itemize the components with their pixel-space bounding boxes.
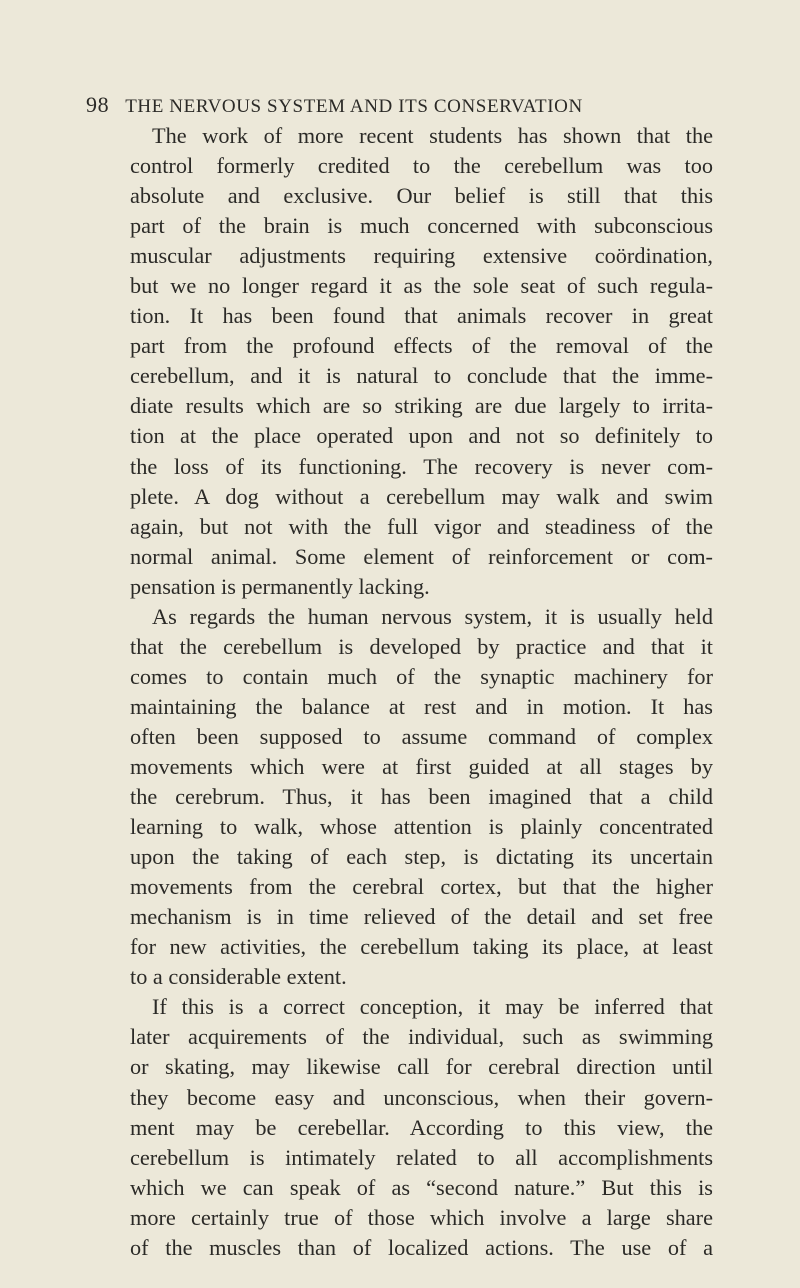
text-line: ment may be cerebellar. According to this view, the bbox=[130, 1114, 713, 1140]
text-line: plete. A dog without a cerebellum may walk and swim bbox=[130, 483, 713, 509]
text-line: cerebellum, and it is natural to conclude that the imme- bbox=[130, 363, 713, 389]
text-line: diate results which are so striking are due largely to irrita- bbox=[130, 393, 713, 419]
text-line: tion. It has been found that animals recover in great bbox=[130, 303, 713, 329]
text-line: the cerebrum. Thus, it has been imagined that a child bbox=[130, 784, 713, 810]
running-title: THE NERVOUS SYSTEM AND ITS CONSERVATION bbox=[125, 96, 583, 117]
text-line: maintaining the balance at rest and in motion. It has bbox=[130, 693, 713, 719]
text-line: that the cerebellum is developed by practice and that it bbox=[130, 633, 713, 659]
text-line: comes to contain much of the synaptic machinery for bbox=[130, 663, 713, 689]
text-line: but we no longer regard it as the sole seat of such regula- bbox=[130, 273, 713, 299]
text-line: control formerly credited to the cerebellum was too bbox=[130, 153, 713, 179]
text-line: cerebellum is intimately related to all accomplishments bbox=[130, 1144, 713, 1170]
text-line: tion at the place operated upon and not so definitely to bbox=[130, 423, 713, 449]
text-line: for new activities, the cerebellum taking its place, at least bbox=[130, 934, 713, 960]
text-line: As regards the human nervous system, it is usually held bbox=[152, 603, 713, 629]
text-line: part of the brain is much concerned with subconscious bbox=[130, 213, 713, 239]
running-header bbox=[86, 92, 716, 118]
page-number: 98 bbox=[86, 92, 110, 117]
text-line: movements from the cerebral cortex, but that the higher bbox=[130, 874, 713, 900]
text-line: more certainly true of those which involve a large share bbox=[130, 1204, 713, 1230]
text-line: normal animal. Some element of reinforcement or com- bbox=[130, 543, 713, 569]
text-line: If this is a correct conception, it may be inferred that bbox=[152, 994, 713, 1020]
text-line: muscular adjustments requiring extensive coördination, bbox=[130, 243, 713, 269]
text-line: often been supposed to assume command of complex bbox=[130, 723, 713, 749]
text-line: or skating, may likewise call for cerebral direction until bbox=[130, 1054, 713, 1080]
text-line: later acquirements of the individual, such as swimming bbox=[130, 1024, 713, 1050]
text-line: upon the taking of each step, is dictating its uncertain bbox=[130, 844, 713, 870]
text-line: again, but not with the full vigor and steadiness of the bbox=[130, 513, 713, 539]
body-text bbox=[130, 121, 713, 1263]
text-line: they become easy and unconscious, when their govern- bbox=[130, 1084, 713, 1110]
text-line: pensation is permanently lacking. bbox=[130, 573, 430, 599]
text-line: part from the profound effects of the removal of the bbox=[130, 333, 713, 359]
text-line: The work of more recent students has shown that the bbox=[152, 123, 713, 148]
text-line: which we can speak of as “second nature.” But this is bbox=[130, 1174, 713, 1200]
text-line: learning to walk, whose attention is plainly concentrated bbox=[130, 814, 713, 840]
text-line: mechanism is in time relieved of the detail and set free bbox=[130, 904, 713, 930]
text-line: of the muscles than of localized actions. The use of a bbox=[130, 1234, 713, 1260]
text-line: absolute and exclusive. Our belief is still that this bbox=[130, 183, 713, 209]
text-line: to a considerable extent. bbox=[130, 964, 347, 990]
text-line: movements which were at first guided at all stages by bbox=[130, 753, 713, 779]
text-line: the loss of its functioning. The recovery is never com- bbox=[130, 453, 713, 479]
